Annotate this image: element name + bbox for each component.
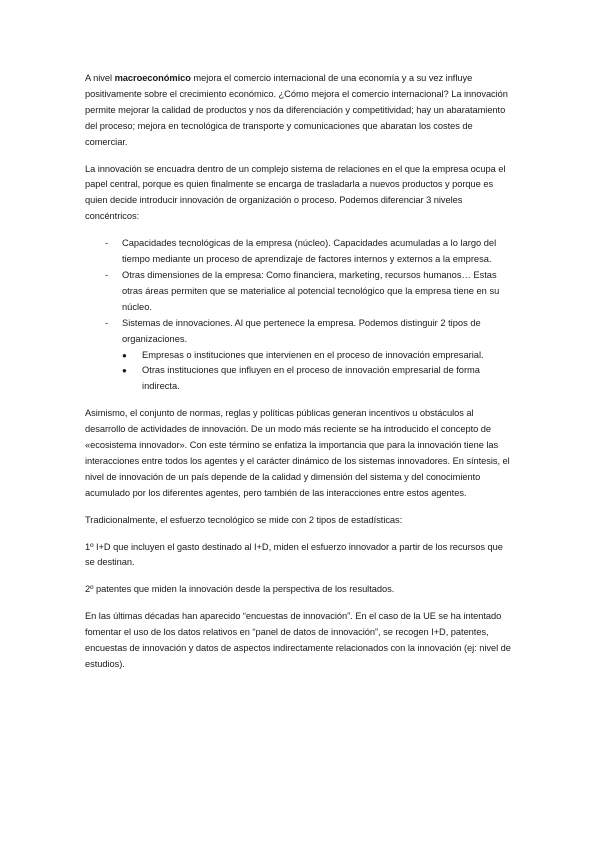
list-item [85,316,515,396]
paragraph-text: A nivel [85,73,115,83]
paragraph-macroeconomic [85,71,515,151]
paragraph-ecosystem: Asimismo, el conjunto de normas, reglas y políticas públicas generan incentivos u obstáculos al desarrollo de actividades de innovación. De un modo más reciente se ha introducido el concepto de «ecosistema innovador». Con este término se enfatiza la importancia que para la innovación tiene las interacciones entre todos los agentes y el carácter dinámico de los sistemas innovadores. En síntesis, el nivel de innovación de un país depende de la calidad y dimensión del sistema y del conocimiento acumulado por los diferentes agentes, pero también de las interacciones entre estos agentes. [85,408,510,498]
paragraph-surveys: En las últimas décadas han aparecido “encuestas de innovación”. En el caso de la UE se ha intentado fomentar el uso de los datos relativos en “panel de datos de innovación”, se recogen I+D, patentes, encuestas de innovación y datos de aspectos indirectamente relacionados con la innovación (ej: nivel de estudios). [85,611,511,669]
levels-list [85,236,515,395]
paragraph-statistics-intro: Tradicionalmente, el esfuerzo tecnológico se mide con 2 tipos de estadísticas: [85,514,403,525]
document-page [85,71,515,684]
paragraph-text: mejora el comercio internacional de una economía y a su vez influye positivamente sobre el crecimiento económico. ¿Cómo mejora el comercio internacional? La innovación permite mejorar la calidad de productos y nos da diferenciación y competitividad; hay un abaratamiento del proceso; mejora en tecnológica de transporte y comunicaciones que abaratan los costes de comerciar. [85,73,508,147]
organizations-sublist [122,348,515,396]
paragraph-innovation-system: La innovación se encuadra dentro de un complejo sistema de relaciones en el que la empresa ocupa el papel central, porque es quien finalmente se encarga de trasladarla a nuevos productos y porque es quien decide introducir innovación de organización o proceso. Podemos diferenciar 3 niveles concéntricos: [85,163,506,222]
dash-marker: - [105,269,109,280]
list-item [85,268,515,316]
list-item-text: Sistemas de innovaciones. Al que pertenece la empresa. Podemos distinguir 2 tipos de organizaciones. [122,317,481,344]
bullet-icon: ● [122,350,127,360]
sublist-item-text: Empresas o instituciones que intervienen en el proceso de innovación empresarial. [142,349,484,360]
sublist-item [122,363,515,395]
paragraph-patents: 2º patentes que miden la innovación desde la perspectiva de los resultados. [85,584,395,595]
list-item-text: Otras dimensiones de la empresa: Como financiera, marketing, recursos humanos… Estas otras áreas permiten que se materialice al potencial tecnológico que la empresa tiene en su núcleo. [122,269,500,312]
dash-marker: - [105,238,109,249]
dash-marker: - [105,317,109,328]
paragraph-rd: 1º I+D que incluyen el gasto destinado al I+D, miden el esfuerzo innovador a partir de los recursos que se destinan. [85,541,503,568]
sublist-item-text: Otras instituciones que influyen en el proceso de innovación empresarial de forma indirecta. [142,365,480,392]
list-item [85,236,515,268]
bold-term: macroeconómico [114,73,191,83]
sublist-item [122,348,515,364]
list-item-text: Capacidades tecnológicas de la empresa (núcleo). Capacidades acumuladas a lo largo del tiempo mediante un proceso de aprendizaje de factores internos y externos a la empresa. [122,238,497,265]
bullet-icon: ● [122,366,127,376]
